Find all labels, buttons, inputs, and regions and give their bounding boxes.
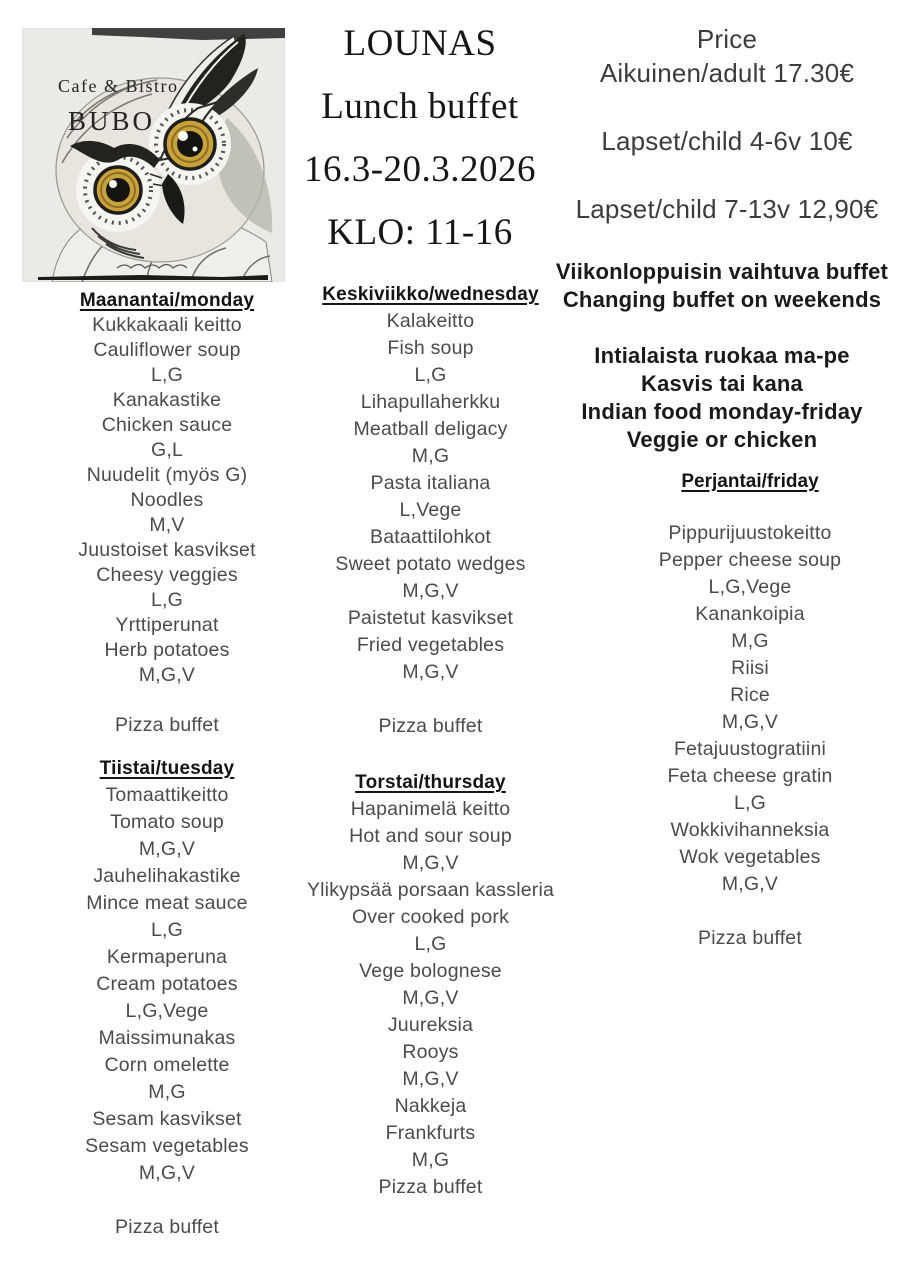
menu-line: L,G xyxy=(414,933,447,955)
menu-line: Ylikypsää porsaan kassleria xyxy=(306,879,555,901)
menu-hours: KLO: 11-16 xyxy=(327,212,513,253)
menu-column-middle xyxy=(288,281,573,1201)
menu-line: Cheesy veggies xyxy=(96,564,238,586)
menu-line: Sesam kasvikset xyxy=(92,1108,242,1130)
menu-line: Herb potatoes xyxy=(104,639,230,661)
menu-line: L,G xyxy=(150,364,184,386)
menu-line: Cauliflower soup xyxy=(93,339,241,361)
menu-line: Riisi xyxy=(731,657,769,679)
menu-line: Frankfurts xyxy=(385,1122,476,1144)
day-section-thursday xyxy=(288,769,573,1201)
menu-line: Pizza buffet xyxy=(115,714,219,736)
menu-line: M,G,V xyxy=(402,661,459,683)
menu-line: M,G,V xyxy=(138,838,196,860)
price-child-7-13: Lapset/child 7-13v 12,90€ xyxy=(575,194,879,224)
menu-line: M,G,V xyxy=(138,1162,196,1184)
menu-line: Kanakastike xyxy=(112,389,222,411)
menu-line: M,G xyxy=(411,445,450,467)
eye-glint-right xyxy=(193,147,198,152)
menu-line: M,G,V xyxy=(138,664,196,686)
menu-line: Bataattilohkot xyxy=(370,526,491,548)
menu-line: Corn omelette xyxy=(104,1054,230,1076)
menu-line: L,G xyxy=(150,589,184,611)
menu-line: Tomato soup xyxy=(110,811,224,833)
day-heading-monday: Maanantai/monday xyxy=(79,290,255,311)
menu-line: Cream potatoes xyxy=(96,973,238,995)
menu-line: Meatball deligacy xyxy=(353,418,508,440)
menu-line: Juureksia xyxy=(387,1014,474,1036)
note-line: Changing buffet on weekends xyxy=(562,287,882,312)
menu-line: Mince meat sauce xyxy=(86,892,248,914)
menu-date-range: 16.3-20.3.2026 xyxy=(303,149,537,190)
menu-line: M,G,V xyxy=(402,1068,459,1090)
menu-line: M,G xyxy=(411,1149,450,1171)
menu-line: Sesam vegetables xyxy=(85,1135,249,1157)
menu-line: Pizza buffet xyxy=(115,1216,219,1238)
menu-line: Jauhelihakastike xyxy=(93,865,241,887)
note-line: Intialaista ruokaa ma-pe xyxy=(594,343,850,368)
day-lines-monday xyxy=(28,313,306,738)
day-section-tuesday xyxy=(28,755,306,1241)
menu-line: Chicken sauce xyxy=(101,414,233,436)
menu-line: M,G,V xyxy=(402,987,459,1009)
menu-line: Wok vegetables xyxy=(679,846,821,868)
menu-line: Pizza buffet xyxy=(378,715,483,737)
price-block xyxy=(550,22,904,226)
eye-highlight-right xyxy=(178,131,188,141)
menu-line: Wokkivihanneksia xyxy=(670,819,830,841)
day-section-wednesday xyxy=(288,281,573,740)
menu-line xyxy=(288,686,573,713)
menu-line: Fish soup xyxy=(387,337,474,359)
weekend-buffet-note xyxy=(540,258,904,314)
day-section-monday xyxy=(28,288,306,738)
menu-line xyxy=(28,688,306,713)
menu-line: Sweet potato wedges xyxy=(335,553,526,575)
menu-line: M,G,V xyxy=(721,873,779,895)
menu-line: Vege bolognese xyxy=(359,960,502,982)
menu-line: Pippurijuustokeitto xyxy=(668,522,832,544)
title-block xyxy=(283,12,557,264)
menu-line: Maissimunakas xyxy=(98,1027,236,1049)
menu-line: Lihapullaherkku xyxy=(360,391,501,413)
menu-line: M,G,V xyxy=(402,852,459,874)
day-lines-thursday xyxy=(288,796,573,1201)
menu-line: L,G xyxy=(150,919,184,941)
menu-line: Pasta italiana xyxy=(370,472,491,494)
day-lines-friday xyxy=(596,520,904,952)
brand-name: Cafe & Bistro xyxy=(58,76,179,96)
menu-line: Kalakeitto xyxy=(386,310,475,332)
menu-line: Nakkeja xyxy=(394,1095,467,1117)
menu-column-right xyxy=(540,258,904,952)
day-heading-wednesday: Keskiviikko/wednesday xyxy=(322,284,539,305)
brand-subname: BUBO xyxy=(68,106,156,136)
day-heading-thursday: Torstai/thursday xyxy=(355,772,506,793)
day-lines-wednesday xyxy=(288,308,573,740)
menu-line: Tomaattikeitto xyxy=(105,784,229,806)
menu-line: Hot and sour soup xyxy=(349,825,512,847)
menu-line: M,V xyxy=(149,514,185,536)
menu-line: L,Vege xyxy=(399,499,462,521)
menu-line: G,L xyxy=(150,439,184,461)
note-line: Viikonloppuisin vaihtuva buffet xyxy=(555,259,889,284)
note-line: Veggie or chicken xyxy=(626,427,818,452)
day-lines-tuesday xyxy=(28,782,306,1241)
menu-line: M,G,V xyxy=(402,580,459,602)
note-line: Kasvis tai kana xyxy=(641,371,803,396)
menu-line: Pizza buffet xyxy=(378,1176,483,1198)
menu-line: M,G xyxy=(731,630,769,652)
owl-logo xyxy=(22,28,285,282)
note-line: Indian food monday-friday xyxy=(581,399,863,424)
menu-line: Pepper cheese soup xyxy=(658,549,842,571)
price-child-4-6: Lapset/child 4-6v 10€ xyxy=(601,126,853,156)
menu-line: Feta cheese gratin xyxy=(667,765,833,787)
pupil-left xyxy=(106,178,130,202)
day-heading-tuesday: Tiistai/tuesday xyxy=(99,758,235,779)
menu-line: Nuudelit (myös G) xyxy=(86,464,248,486)
indian-food-note xyxy=(540,342,904,454)
menu-line: Kanankoipia xyxy=(695,603,805,625)
menu-line: Paistetut kasvikset xyxy=(347,607,514,629)
menu-line: Juustoiset kasvikset xyxy=(78,539,256,561)
day-heading-friday: Perjantai/friday xyxy=(681,471,819,492)
menu-line: Kukkakaali keitto xyxy=(92,314,242,336)
menu-line: Noodles xyxy=(130,489,204,511)
menu-line: Fetajuustogratiini xyxy=(673,738,827,760)
menu-subtitle: Lunch buffet xyxy=(321,86,519,127)
menu-line: Kermaperuna xyxy=(106,946,228,968)
menu-line: L,G xyxy=(414,364,447,386)
menu-line: Fried vegetables xyxy=(356,634,505,656)
menu-line: Pizza buffet xyxy=(698,927,802,949)
menu-title: LOUNAS xyxy=(343,23,497,64)
menu-line: M,G,V xyxy=(721,711,779,733)
price-title: Price xyxy=(696,24,758,54)
menu-line: Yrttiperunat xyxy=(115,614,219,636)
menu-line: L,G xyxy=(733,792,767,814)
menu-line: L,G,Vege xyxy=(125,1000,209,1022)
menu-line: Rooys xyxy=(402,1041,459,1063)
price-adult: Aikuinen/adult 17.30€ xyxy=(599,58,855,88)
menu-column-left xyxy=(28,288,306,1241)
eye-highlight-left xyxy=(109,180,117,188)
menu-line xyxy=(28,1187,306,1214)
menu-line xyxy=(596,898,904,925)
menu-line: Rice xyxy=(730,684,770,706)
menu-line: Over cooked pork xyxy=(351,906,510,928)
menu-line: M,G xyxy=(148,1081,186,1103)
menu-line: L,G,Vege xyxy=(708,576,792,598)
menu-line: Hapanimelä keitto xyxy=(350,798,511,820)
